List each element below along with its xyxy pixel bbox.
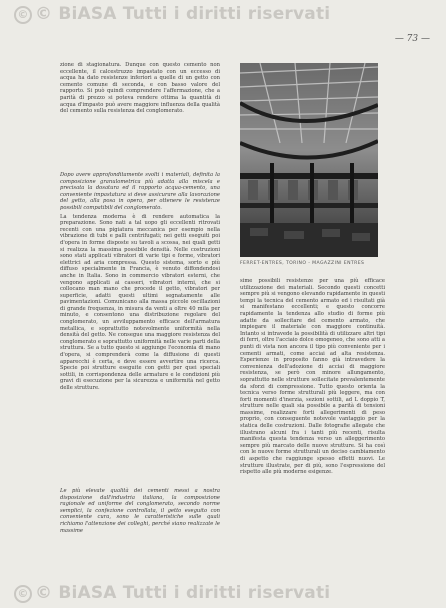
- interior-photograph: [240, 63, 378, 257]
- italic-paragraph: Le più elevate qualità dei cementi messi a nostra disposizione dall'industria italiana, la composizione ragionale ed uniforme del conglomerato, secondo norme semplici, la confezione controllata, il getto eseguito con conveniente cura, sono le caratteristiche sulle quali richiamo l'attenzione dei colleghi, perché siano realizzate le massime: [60, 488, 220, 534]
- left-column-block-2: [60, 172, 220, 394]
- copyright-icon: ©: [14, 585, 32, 603]
- watermark-bottom: [14, 583, 330, 603]
- left-column-block-1: [60, 62, 220, 117]
- left-column-block-3: [60, 488, 220, 536]
- photo-caption: FERRET-ENTRES, TORINO - MAGAZZINI ENTRES: [240, 261, 365, 266]
- right-column-block-1: [240, 278, 385, 478]
- page-number: — 73 —: [394, 34, 430, 44]
- paragraph: zione di stagionatura. Dunque con questo cemento non eccellente, il calcestruzzo impastato con un eccesso di acqua ha dato resistenze inferiori a quelle di un getto con cemento comune di seconda, e con basso valore del rapporto. Si può quindi comprendere l'affermazione, che a parità di prezzo si poteva rendere ottima la quantità di acqua d'impasto può avere maggiore influenza della qualità del cemento sulla resistenza del conglomerato.: [60, 62, 220, 115]
- watermark-top: [14, 4, 330, 24]
- paragraph: La tendenza moderna è di rendere automatica la preparazione. Sono nati a tal uopo gli eccellenti ritrovati recenti con una pigiatura meccanica per esempio nella vibrazione di tubi e palli centrifugati; nei getti eseguiti poi d'opera in forme disposte su tavoli a scossa, nei quali getti si realizza la massima possibile densità. Nelle costruzioni sono stati applicati vibratori di varie tipi e forme, vibratori elettrici ad aria compressa. Questo sistema, sorto e più diffuso specialmente in Francia, è venuto diffondendosi anche in Italia. Sono in commercio vibratori esterni, che vengono applicati ai casseri, vibratori interni, che si collocano man mano che procede il getto, vibratori per superficie, adatti questi ultimi segnatamente alle pavimentazioni. Comunicano alla massa piccole oscillazioni di grande frequenza, in misura da venti a oltre 40 mila per minuto, e consentono una distribuzione regolare del conglomerato, un avviluppamento efficace dell'armatura metallica, e soprattutto notevolmente uniformità nella densità del getto. Ne consegue una maggiore resistenza del conglomerato e soprattutto uniformità nelle varie parti della struttura. Se a tutto questo si aggiunge l'economia di mano d'opera, si comprenderà come la diffusione di questi apparecchi è certa, e deve essere avvertire una ricerca. Specie poi strutture eseguite con getti per quei speciali sottili, in corrispondenza delle armature e le condizioni più gravi di esecuzione per la sicurezza e uniformità nel getto delle strutture.: [60, 213, 220, 391]
- photo-illustration: [240, 63, 378, 257]
- watermark-text-bottom: © BiASA Tutti i diritti riservati: [35, 583, 331, 603]
- copyright-icon: ©: [14, 6, 32, 24]
- paragraph: sime possibili resistenze per una più efficace utilizzazione dei materiali. Secondo questi concetti sempre più si vengono elevando rapidamente in questi tempi la tecnica del cemento armato ed i risultati già si manifestano eccellenti; e questo concorre rapidamente la tendenza allo studio di forme più adatte da sollecitare del cemento armato, che impiegare il materiale con maggiore continuità. Intanto si intravede la possibilità di utilizzare altri tipi di ferri, oltre l'acciaio dolce omogeneo, che sono atti a punti di vista non ancora il tipo più conveniente per i cementi armati, come acciai ad alta resistenza. Esperienze in proposito fanno già intravedere la convenienza dell'adozione di acciai di maggiore resistenza, se però con minore allungamento, soprattutto nelle strutture sollecitate prevalentemente da sforzi di compressione. Tutto questo orienta la tecnica verso forme strutturali più leggere, ma con forti momenti d'inerzia, sezioni sottili, ad L doppio T, strutture nelle quali sia possibile a parità di tensioni massime, realizzare forti allegerimenti di peso proprio, con conseguente notevole vantaggio per la statica delle costruzioni. Dalle fotografie allegate che illustrano alcuni fra i tanti più recenti, risulta manifesta questa tendenza verso un alleggerimento sempre più marcato delle nuove strutture. Si ha così con le nuove forme strutturali un deciso cambiamento di aspetto che raggiunge spesso effetti nuovi. Le strutture illustrate, per di più, sono l'espressione del rispetto alle più moderne esigenze.: [240, 278, 385, 476]
- watermark-text-top: © BiASA Tutti i diritti riservati: [35, 4, 331, 24]
- italic-paragraph: Dopo avere approfonditamente svolti i materiali, definita la composizione granulometrica più adatta alla miscela e precisata la dosatura ed il rapporto acqua-cemento, una conveniente impastatura si deve assicurare alla lavorazione del getto, alla posa in opera, per ottenere le resistenze possibili compatibili del conglomerato.: [60, 172, 220, 211]
